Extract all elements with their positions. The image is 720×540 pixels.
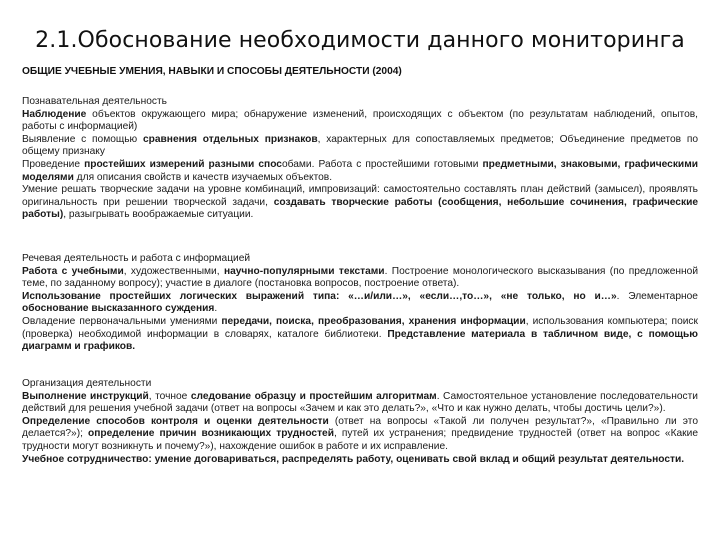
text-run: , разыгрывать воображаемые ситуации. — [63, 209, 254, 221]
text-run: , путей их устранения; предвидение трудностей (ответ на вопрос «Какие трудности могут возникнуть и почему?»), нахождение ошибок в работе и их исправление. — [22, 428, 698, 452]
text-run: , использования компьютера; поиск (проверка) необходимой информации в словарях, каталоге библиотеки. — [22, 315, 698, 340]
bold-run: следование образцу и простейшим алгоритмам — [190, 390, 437, 402]
text-run: Проведение — [22, 158, 85, 170]
paragraph — [22, 416, 698, 454]
bold-run: обоснование высказанного суждения — [22, 303, 215, 315]
bold-run: определение причин возникающих трудностей — [87, 428, 334, 440]
paragraph — [22, 109, 698, 134]
text-run: Выявление с помощью — [22, 133, 143, 145]
text-run: (ответ на вопросы «Такой ли получен результат?», «Правильно ли это делается?»); — [22, 415, 698, 440]
text-run: , художественными, — [123, 265, 224, 277]
bold-run: предметными, знаковыми, графическими моделями — [22, 158, 698, 183]
paragraph — [22, 159, 698, 184]
section-organization — [22, 378, 698, 466]
paragraph — [22, 391, 698, 416]
section-cognitive — [22, 96, 698, 222]
bold-run: создавать творческие работы (сообщения, небольшие сочинения, графические работы) — [22, 196, 699, 221]
paragraph — [22, 134, 698, 159]
bold-run: простейших измерений разными спос — [84, 158, 282, 170]
text-run: . Элементарное — [616, 290, 698, 302]
section-heading: Организация деятельности — [22, 378, 152, 389]
text-run: Овладение первоначальными умениями — [22, 315, 222, 327]
bold-run: научно-популярными текстами — [223, 265, 385, 277]
bold-run: Учебное сотрудничество: умение договариваться, распределять работу, оценивать свой вклад и общий результат деятельности. — [22, 453, 685, 465]
text-run: объектов окружающего мира; обнаружение изменений, происходящих с объектом (по результатам наблюдений, опытов, работы с информацией) — [22, 108, 698, 133]
bold-run: Представление материала в табличном виде, с помощью диаграмм и графиков. — [22, 328, 698, 353]
paragraph — [22, 184, 698, 222]
section-speech — [22, 253, 698, 354]
paragraph — [22, 266, 698, 291]
bold-run: Использование простейших логических выражений типа: «…и/или…», «если…,то…», «не только, но и…» — [22, 290, 617, 302]
section-heading: Речевая деятельность и работа с информацией — [22, 253, 251, 264]
bold-run: Выполнение инструкций — [22, 390, 149, 402]
subtitle: ОБЩИЕ УЧЕБНЫЕ УМЕНИЯ, НАВЫКИ И СПОСОБЫ ДЕЯТЕЛЬНОСТИ (2004) — [22, 66, 402, 77]
bold-run: передачи, поиска, преобразования, хранения информации — [221, 315, 526, 327]
text-run: . Самостоятельное установление последовательности действий для решения учебной задачи (ответ на вопросы «Зачем и как это делать?», «Что и как нужно делать, чтобы достичь цели?»). — [22, 390, 698, 415]
paragraph — [22, 291, 698, 316]
paragraph — [22, 316, 698, 354]
text-run: , точное — [148, 390, 191, 402]
text-run: Умение решать творческие задачи на уровне комбинаций, импровизаций: самостоятельно составлять план действий (замысел), проявлять оригинальность при решении творческой задачи, — [22, 184, 698, 208]
bold-run: сравнения отдельных признаков — [142, 133, 318, 145]
bold-run: Наблюдение — [22, 108, 87, 120]
paragraph — [22, 454, 698, 467]
text-run: . Построение монологического высказывания (по предложенной теме, по заданному вопросу); участие в диалоге (постановка вопросов, построение ответа). — [22, 265, 699, 290]
text-run: для описания свойств и качеств изучаемых объектов. — [73, 171, 333, 183]
section-heading: Познавательная деятельность — [22, 96, 167, 107]
text-run: , характерных для сопоставляемых предметов; Объединение предметов по общему признаку — [22, 133, 699, 158]
bold-run: Определение способов контроля и оценки деятельности — [22, 415, 329, 427]
bold-run: Работа с учебными — [22, 265, 124, 277]
slide-title: 2.1.Обоснование необходимости данного мониторинга — [35, 28, 685, 53]
text-run: обами. Работа с простейшими готовыми — [281, 158, 483, 170]
text-run: . — [214, 303, 218, 315]
